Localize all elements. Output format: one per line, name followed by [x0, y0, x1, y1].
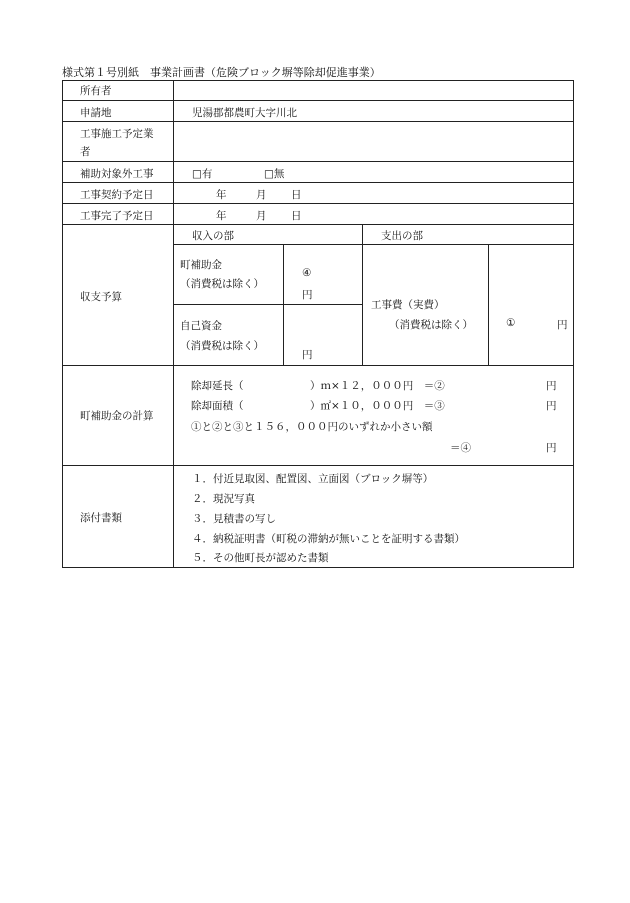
owner-value-cell[interactable] [173, 80, 574, 100]
attachments-label: 添付書類 [80, 512, 122, 524]
calc-label-cell [62, 365, 173, 465]
calc-line2-left: 除却面積（ [191, 400, 244, 412]
address-label: 申請地 [80, 107, 112, 119]
completion-date-value-cell[interactable] [173, 203, 574, 224]
attachments-value-cell [173, 465, 574, 568]
address-value: 児湯郡都農町大字川北 [192, 107, 297, 119]
non-subsidy-label: 補助対象外工事 [80, 168, 154, 180]
attachment-item: ３．見積書の写し [192, 513, 276, 525]
income-header-cell [173, 224, 362, 244]
checkbox-yes[interactable]: □有 [192, 168, 213, 180]
contractor-label-line2: 者 [80, 146, 91, 158]
budget-label: 収支予算 [80, 291, 122, 303]
owner-label-cell [62, 80, 173, 100]
expense-label-cell [362, 244, 488, 365]
subsidy-label-2: （消費税は除く） [180, 278, 264, 290]
own-funds-unit: 円 [302, 349, 313, 361]
address-label-cell [62, 100, 173, 121]
calc-line2-unit: 円 [546, 400, 557, 412]
income-header: 収入の部 [192, 230, 234, 242]
own-funds-label-1: 自己資金 [180, 320, 222, 332]
contract-date-label-cell [62, 182, 173, 203]
contract-day: 日 [291, 189, 302, 201]
completion-day: 日 [291, 210, 302, 222]
attachment-item: ２．現況写真 [192, 493, 255, 505]
calc-line4-unit: 円 [546, 442, 557, 454]
subsidy-unit: 円 [302, 289, 313, 301]
subsidy-label-1: 町補助金 [180, 259, 222, 271]
subsidy-mark: ④ [302, 267, 312, 279]
own-funds-amount-cell[interactable] [283, 304, 362, 365]
calc-value-cell [173, 365, 574, 465]
contractor-value-cell[interactable] [173, 121, 574, 161]
completion-year: 年 [216, 210, 227, 222]
completion-month: 月 [256, 210, 267, 222]
form-title: 様式第１号別紙 事業計画書（危険ブロック塀等除却促進事業） [62, 66, 381, 79]
non-subsidy-label-cell [62, 161, 173, 182]
contract-year: 年 [216, 189, 227, 201]
contractor-label-line1: 工事施工予定業 [80, 128, 154, 140]
completion-date-label-cell [62, 203, 173, 224]
calc-line1-left: 除却延長（ [191, 380, 244, 392]
non-subsidy-value-cell [173, 161, 574, 182]
contract-date-label: 工事契約予定日 [80, 189, 154, 201]
address-value-cell[interactable] [173, 100, 574, 121]
attachment-item: ４．納税証明書（町税の滞納が無いことを証明する書類） [192, 533, 465, 545]
own-funds-label-2: （消費税は除く） [180, 340, 264, 352]
contractor-label-cell [62, 121, 173, 161]
calc-line1-mid: ）ｍ×１２，０００円 ＝② [310, 380, 445, 392]
contract-date-value-cell[interactable] [173, 182, 574, 203]
expense-label-1: 工事費（実費） [371, 299, 445, 311]
owner-label: 所有者 [80, 85, 112, 97]
expense-amount-cell[interactable] [488, 244, 574, 365]
budget-label-cell [62, 224, 173, 365]
expense-mark: ① [506, 317, 516, 329]
expense-unit: 円 [557, 319, 568, 331]
calc-label: 町補助金の計算 [80, 410, 154, 422]
subsidy-amount-cell[interactable] [283, 244, 362, 304]
attachments-label-cell [62, 465, 173, 568]
checkbox-no[interactable]: □無 [264, 168, 285, 180]
expense-label-2: （消費税は除く） [389, 319, 473, 331]
calc-line3: ①と②と③と１５６，０００円のいずれか小さい額 [191, 421, 433, 433]
expense-header: 支出の部 [381, 230, 423, 242]
contract-month: 月 [256, 189, 267, 201]
own-funds-label-cell [173, 304, 283, 365]
attachment-item: １．付近見取図、配置図、立面図（ブロック塀等） [192, 473, 434, 485]
calc-line4: ＝④ [450, 442, 471, 454]
calc-line2-mid: ）㎡×１０，０００円 ＝③ [310, 400, 445, 412]
subsidy-label-cell [173, 244, 283, 304]
calc-line1-unit: 円 [546, 380, 557, 392]
attachment-item: ５．その他町長が認めた書類 [192, 552, 329, 564]
expense-header-cell [362, 224, 574, 244]
completion-date-label: 工事完了予定日 [80, 210, 154, 222]
